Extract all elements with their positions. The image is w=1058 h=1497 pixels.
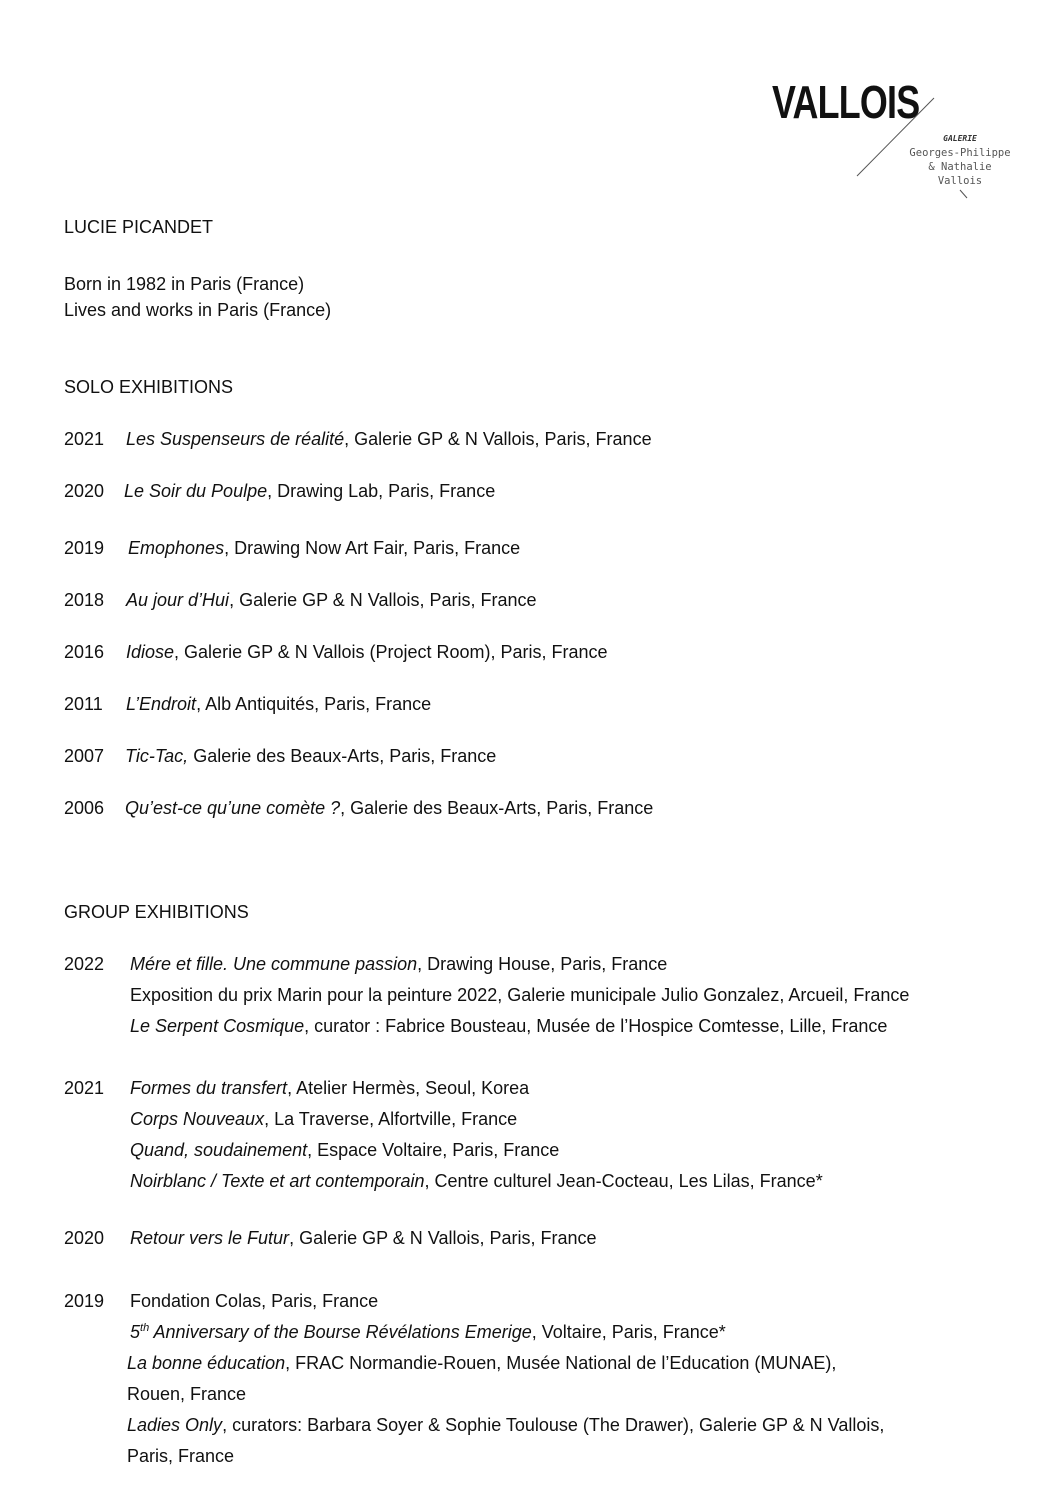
solo-details: , Galerie GP & N Vallois, Paris, France: [344, 429, 652, 449]
solo-title: Emophones: [128, 538, 225, 558]
group-entry: [127, 1410, 884, 1441]
solo-item: [64, 479, 495, 503]
group-entry: [130, 1166, 823, 1197]
group-entry-ordinal: 5: [130, 1322, 141, 1342]
group-entry-details: , Galerie GP & N Vallois, Paris, France: [289, 1228, 597, 1248]
group-entry-title: Le Serpent Cosmique: [130, 1016, 305, 1036]
solo-details: , Alb Antiquités, Paris, France: [196, 694, 432, 714]
solo-year: 2006: [64, 798, 105, 818]
solo-details: , Galerie GP & N Vallois (Project Room), Paris, France: [174, 642, 608, 662]
group-entry-title: Corps Nouveaux: [130, 1109, 265, 1129]
group-entry-details: , Espace Voltaire, Paris, France: [307, 1140, 560, 1160]
group-entry-details: , FRAC Normandie-Rouen, Musée National de l’Education (MUNAE),: [285, 1353, 837, 1373]
logo-galerie-label: GALERIE: [943, 134, 977, 143]
solo-details: , Drawing Lab, Paris, France: [267, 481, 496, 501]
group-entry: [127, 1317, 884, 1348]
gallery-logo: VALLOIS: [772, 76, 920, 128]
solo-year: 2011: [64, 694, 103, 714]
solo-heading: SOLO EXHIBITIONS: [64, 377, 234, 397]
group-entry-title: Noirblanc / Texte et art contemporain: [130, 1171, 425, 1191]
group-entry: [130, 1223, 597, 1254]
group-entry-details: , curators: Barbara Soyer & Sophie Toulouse (The Drawer), Galerie GP & N Vallois,: [222, 1415, 885, 1435]
solo-item: [64, 744, 496, 768]
logo-subtitle: [900, 132, 1020, 188]
group-entry-title: Ladies Only: [127, 1415, 223, 1435]
solo-item: [64, 536, 520, 560]
solo-year: 2016: [64, 642, 105, 662]
solo-title: Les Suspenseurs de réalité: [126, 429, 345, 449]
solo-title: Au jour d’Hui: [126, 590, 230, 610]
group-entry-details: , Atelier Hermès, Seoul, Korea: [287, 1078, 530, 1098]
group-entry: [130, 1104, 823, 1135]
solo-item: [64, 640, 608, 664]
group-entry-ordinal-suffix: th: [140, 1322, 150, 1334]
group-year: 2020: [64, 1228, 105, 1248]
group-year: 2022: [64, 954, 105, 974]
group-entry: [130, 1135, 823, 1166]
solo-title: Idiose: [126, 642, 175, 662]
group-year: 2021: [64, 1078, 105, 1098]
solo-item: [64, 692, 431, 716]
solo-title: Tic-Tac,: [125, 746, 189, 766]
group-entry-details: , Drawing House, Paris, France: [417, 954, 668, 974]
group-entry: Fondation Colas, Paris, France: [130, 1291, 379, 1311]
logo-line-1: Georges-Philippe: [909, 147, 1011, 159]
group-entry-details: , Centre culturel Jean-Cocteau, Les Lilas, France*: [424, 1171, 823, 1191]
group-entry-details: , curator : Fabrice Bousteau, Musée de l’Hospice Comtesse, Lille, France: [304, 1016, 888, 1036]
solo-year: 2021: [64, 429, 105, 449]
group-year: 2019: [64, 1291, 105, 1311]
group-entry: Exposition du prix Marin pour la peinture 2022, Galerie municipale Julio Gonzalez, Arcueil, France: [130, 985, 910, 1005]
group-entry: [130, 1011, 909, 1042]
group-entry-continuation: Rouen, France: [127, 1384, 247, 1404]
group-entry-title: Mére et fille. Une commune passion: [130, 954, 418, 974]
logo-line-3: Vallois: [937, 175, 983, 187]
artist-born: Born in 1982 in Paris (France): [64, 274, 305, 294]
solo-item: [64, 588, 537, 612]
solo-year: 2020: [64, 481, 105, 501]
group-entry-details: , Voltaire, Paris, France*: [531, 1322, 726, 1342]
logo-line-2: & Nathalie: [928, 161, 992, 173]
group-entry-title: La bonne éducation: [127, 1353, 286, 1373]
group-entry: [127, 1348, 884, 1379]
artist-lives: Lives and works in Paris (France): [64, 300, 332, 320]
solo-year: 2007: [64, 746, 105, 766]
solo-details: Galerie des Beaux-Arts, Paris, France: [188, 746, 497, 766]
solo-item: [64, 427, 652, 451]
group-entry: [130, 949, 909, 980]
group-entry-title: Anniversary of the Bourse Révélations Emerige: [149, 1322, 532, 1342]
group-entry-title: Quand, soudainement: [130, 1140, 308, 1160]
group-entry-title: Retour vers le Futur: [130, 1228, 290, 1248]
group-heading: GROUP EXHIBITIONS: [64, 902, 249, 922]
solo-title: Le Soir du Poulpe: [124, 481, 268, 501]
solo-details: , Galerie des Beaux-Arts, Paris, France: [340, 798, 654, 818]
solo-year: 2018: [64, 590, 105, 610]
artist-name: LUCIE PICANDET: [64, 217, 214, 237]
group-entry-continuation: Paris, France: [127, 1446, 235, 1466]
solo-details: , Galerie GP & N Vallois, Paris, France: [229, 590, 537, 610]
group-entry-details: , La Traverse, Alfortville, France: [264, 1109, 518, 1129]
group-entry-title: Formes du transfert: [130, 1078, 288, 1098]
solo-details: , Drawing Now Art Fair, Paris, France: [224, 538, 521, 558]
solo-year: 2019: [64, 538, 105, 558]
solo-title: L’Endroit: [126, 694, 197, 714]
solo-title: Qu’est-ce qu’une comète ?: [125, 798, 341, 818]
solo-item: [64, 796, 653, 820]
group-entry: [130, 1073, 823, 1104]
